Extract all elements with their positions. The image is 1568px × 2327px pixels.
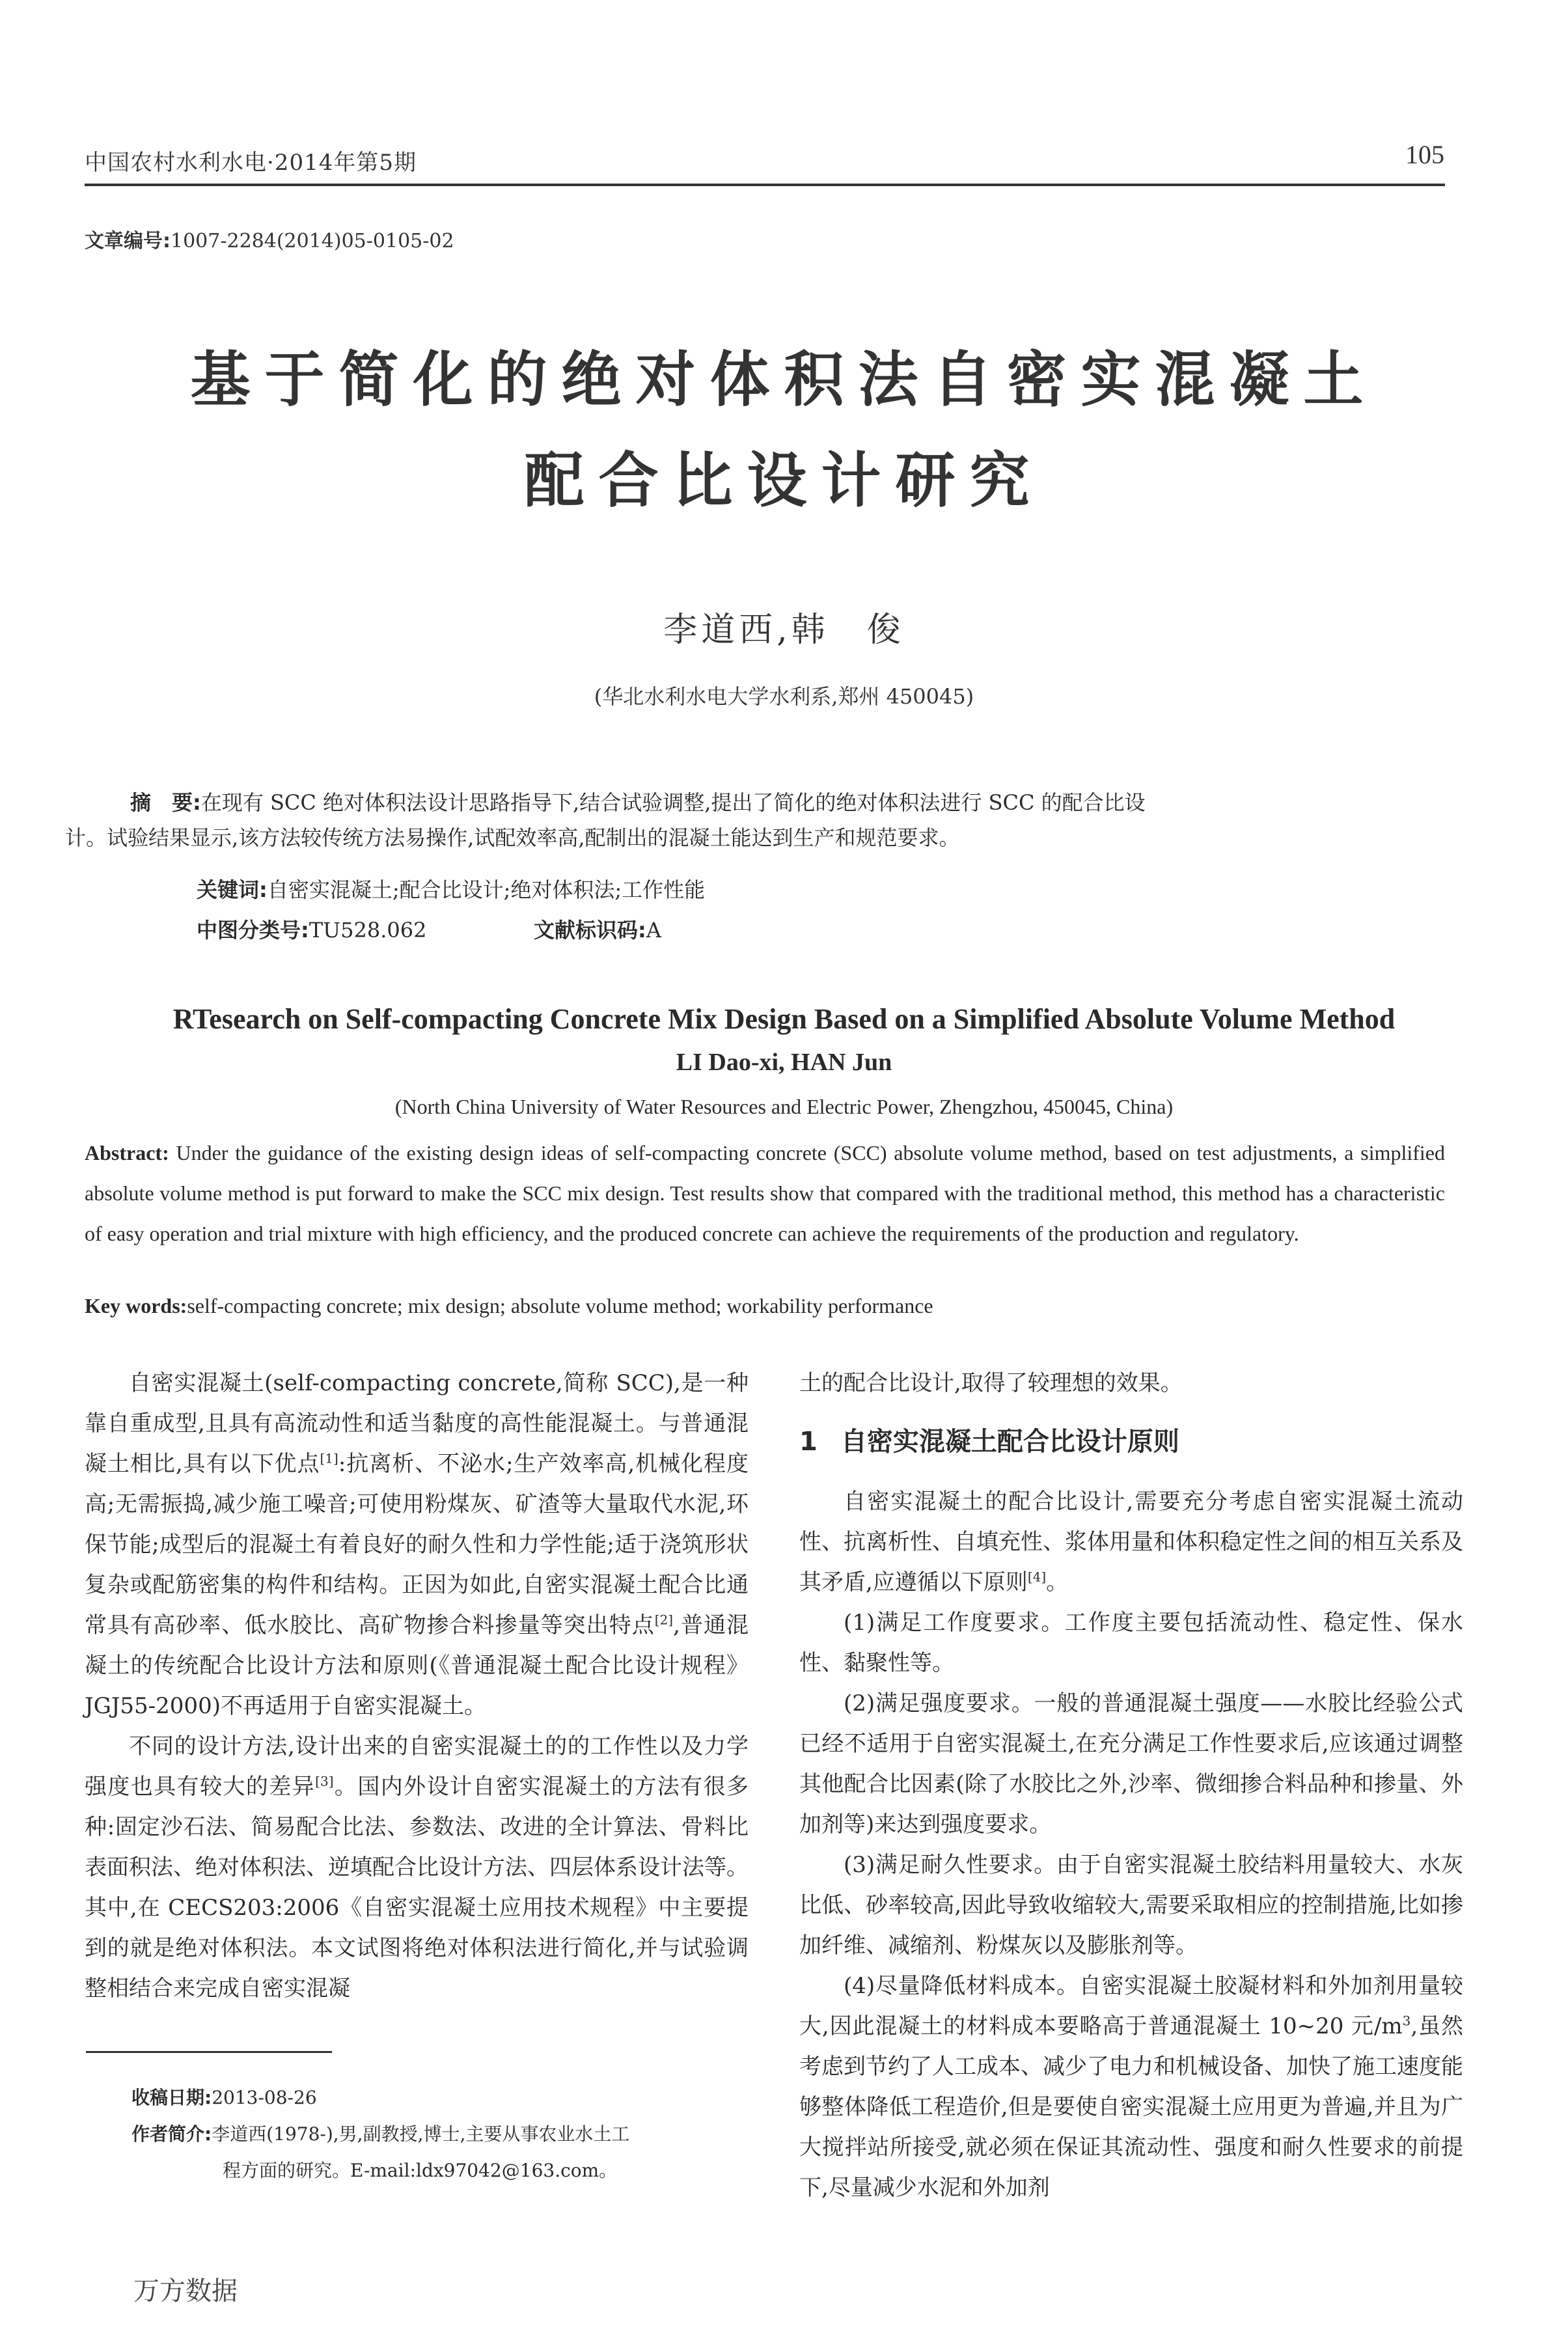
footnote — [131, 2080, 756, 2189]
abstract-en-label: Abstract: — [85, 1141, 169, 1164]
citation-ref[interactable]: [4] — [1027, 1569, 1047, 1585]
keywords-cn — [197, 874, 705, 903]
article-id-value: 1007-2284(2014)05-0105-02 — [171, 230, 454, 253]
received-value: 2013-08-26 — [212, 2087, 317, 2108]
bio-line2: 程方面的研究。E-mail:ldx97042@163.com。 — [223, 2160, 618, 2181]
title-cn-line2: 配合比设计研究 — [524, 445, 1044, 516]
text-run: (4)尽量降低材料成本。自密实混凝土胶凝材料和外加剂用量较大,因此混凝土的材料成本要略高于普通混凝土 10~20 元/m — [799, 1973, 1463, 2039]
authors-en: LI Dao-xi, HAN Jun — [676, 1049, 892, 1076]
paragraph — [85, 1363, 749, 1726]
received-date — [131, 2080, 756, 2116]
section-number: 1 — [799, 1427, 818, 1457]
received-label: 收稿日期: — [131, 2087, 212, 2108]
abstract-cn-line2: 计。试验结果显示,该方法较传统方法易操作,试配效率高,配制出的混凝土能达到生产和规范要求。 — [65, 825, 960, 850]
abstract-cn-label: 摘 要: — [130, 790, 201, 815]
abstract-en-text: Under the guidance of the existing design ideas of self-compacting concrete (SCC) absolute volume method, based on test adjustments, a simplified absolute volume method is put forward to make the SCC mix design. Test results show that compared with the traditional method, this method has a characteristic of easy operation and trial mixture with high efficiency, and the produced concrete can achieve the requirements of the production and regulatory. — [85, 1141, 1445, 1245]
clc-label: 中图分类号: — [197, 918, 309, 943]
article-id-label: 文章编号: — [85, 230, 171, 253]
text-run: ,虽然考虑到节约了人工成本、减少了电力和机械设备、加快了施工速度能够整体降低工程造价,但是要使自密实混凝土应用更为普遍,并且为广大搅拌站所接受,就必须在保证其流动性、强度和耐久性要求的前提下,尽量减少水泥和外加剂 — [799, 2013, 1463, 2201]
keywords-cn-text: 自密实混凝土;配合比设计;绝对体积法;工作性能 — [267, 877, 706, 902]
document-code — [534, 914, 661, 944]
paragraph: 土的配合比设计,取得了较理想的效果。 — [799, 1370, 1183, 1396]
author-bio — [131, 2116, 756, 2153]
authors-cn: 李道西,韩 俊 — [663, 611, 905, 650]
title-cn-line1: 基于简化的绝对体积法自密实混凝土 — [190, 344, 1378, 415]
body-column-right — [799, 1363, 1463, 2208]
keywords-cn-label: 关键词: — [197, 877, 268, 902]
principle-item-3: (3)满足耐久性要求。由于自密实混凝土胶结料用量较大、水灰比低、砂率较高,因此导致收缩较大,需要采取相应的控制措施,比如掺加纤维、减缩剂、粉煤灰以及膨胀剂等。 — [799, 1852, 1463, 1959]
running-header: 中国农村水利水电·2014年第5期 — [85, 150, 417, 176]
article-id — [85, 225, 454, 253]
abstract-cn — [65, 785, 1425, 855]
doc-code-label: 文献标识码: — [534, 918, 646, 943]
bio-line1: 李道西(1978-),男,副教授,博士,主要从事农业水土工 — [212, 2123, 630, 2145]
header-rule — [85, 184, 1445, 186]
watermark: 万方数据 — [133, 2276, 238, 2306]
clc-value: TU528.062 — [309, 918, 427, 943]
keywords-en-text: self-compacting concrete; mix design; absolute volume method; workability performance — [187, 1294, 933, 1317]
clc-number — [197, 914, 426, 944]
text-run: 。国内外设计自密实混凝土的方法有很多种:固定沙石法、简易配合比法、参数法、改进的全计算法、骨料比表面积法、绝对体积法、逆填配合比设计方法、四层体系设计法等。其中,在 CECS203:2006《自密实混凝土应用技术规程》中主要提到的就是绝对体积法。本文试图将绝对体积法进行简化,并与试验调整相结合来完成自密实混凝 — [85, 1774, 749, 2002]
citation-ref[interactable]: [3] — [315, 1773, 334, 1789]
paragraph — [85, 1726, 749, 2009]
abstract-en — [85, 1133, 1445, 1254]
text-run: 自密实混凝土的配合比设计,需要充分考虑自密实混凝土流动性、抗离析性、自填充性、浆体用量和体积稳定性之间的相互关系及其矛盾,应遵循以下原则 — [799, 1489, 1463, 1595]
superscript: 3 — [1402, 2013, 1411, 2029]
paragraph — [799, 1481, 1463, 1603]
abstract-cn-line1 — [130, 785, 1425, 820]
text-run: 自密实混凝土(self-compacting concrete,简称 SCC),是一种靠自重成型,且具有高流动性和适当黏度的高性能混凝土。与普通混凝土相比,具有以下优点 — [85, 1370, 749, 1477]
body-column-left — [85, 1363, 749, 2009]
citation-ref[interactable]: [1] — [320, 1450, 338, 1466]
text-run: 。 — [1046, 1569, 1069, 1595]
bio-label: 作者简介: — [131, 2123, 212, 2145]
principle-item-1: (1)满足工作度要求。工作度主要包括流动性、稳定性、保水性、黏聚性等。 — [799, 1610, 1463, 1676]
principle-item-4 — [799, 1966, 1463, 2208]
affiliation-en: (North China University of Water Resources and Electric Power, Zhengzhou, 450045, China) — [394, 1095, 1174, 1118]
text-run: :抗离析、不泌水;生产效率高,机械化程度高;无需振捣,减少施工噪音;可使用粉煤灰、矿渣等大量取代水泥,环保节能;成型后的混凝土有着良好的耐久性和力学性能;适于浇筑形状复杂或配筋密集的构件和结构。正因为如此,自密实混凝土配合比通常具有高砂率、低水胶比、高矿物掺合料掺量等突出特点 — [85, 1451, 749, 1638]
footnote-rule — [86, 2051, 332, 2053]
citation-ref[interactable]: [2] — [654, 1612, 674, 1628]
doc-code-value: A — [646, 918, 661, 943]
keywords-en-label: Key words: — [85, 1294, 187, 1317]
page-number: 105 — [1405, 140, 1444, 169]
affiliation-cn: (华北水利水电大学水利系,郑州 450045) — [594, 684, 974, 709]
title-en: RTesearch on Self-compacting Concrete Mix Design Based on a Simplified Absolute Volume Method — [172, 1003, 1396, 1035]
section-heading — [799, 1422, 1463, 1462]
text-run: ,普通混凝土的传统配合比设计方法和原则(《普通混凝土配合比设计规程》JGJ55-2000)不再适用于自密实混凝土。 — [85, 1612, 749, 1719]
keywords-en — [85, 1294, 933, 1318]
abstract-cn-text1: 在现有 SCC 绝对体积法设计思路指导下,结合试验调整,提出了简化的绝对体积法进行 SCC 的配合比设 — [200, 790, 1146, 815]
principle-item-2: (2)满足强度要求。一般的普通混凝土强度——水胶比经验公式已经不适用于自密实混凝土,在充分满足工作性要求后,应该通过调整其他配合比因素(除了水胶比之外,沙率、微细掺合料品种和掺量、外加剂等)来达到强度要求。 — [799, 1690, 1463, 1838]
text-run: 不同的设计方法,设计出来的自密实混凝土的的工作性以及力学强度也具有较大的差异 — [85, 1733, 749, 1800]
section-title: 自密实混凝土配合比设计原则 — [840, 1427, 1179, 1457]
